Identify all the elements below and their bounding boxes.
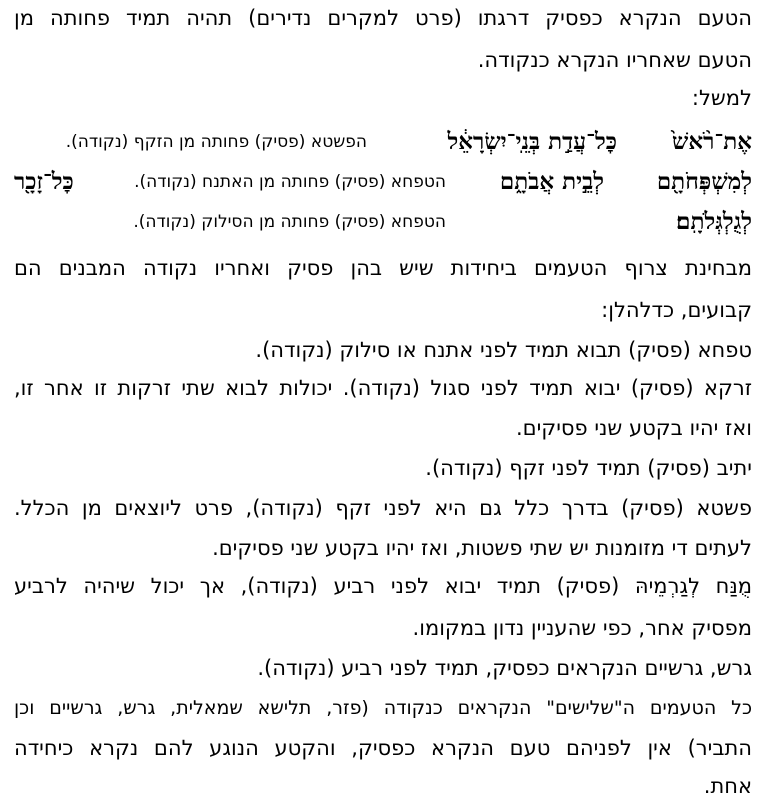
paragraph3-line1: כל הטעמים ה"שלישים" הנקראים כנקודה (פזר, תלישא שמאלית, גרש, גרשיים וכן	[14, 697, 752, 719]
paragraph3-line3: אחת.	[703, 774, 752, 798]
rule-line-7: מֻנַּח לְגַרְמֵיהּ (פסיק) תמיד יבוא לפני רביע (נקודה), אך יכול שיהיה לרביע	[14, 574, 752, 598]
paragraph2-line2: קבועים, כדלהלן:	[601, 298, 752, 322]
rule-line-6: לעתים די מזומנות יש שתי פשטות, ואז יהיו בקטע שני פסיקים.	[212, 536, 752, 560]
example-2-note: הטפחא (פסיק) פחותה מן האתנח (נקודה).	[134, 172, 446, 192]
example-row-1	[14, 128, 752, 158]
paragraph3-line2: התביר) אין לפניהם טעם הנקרא כפסיק, והקטע הנוגע להם נקרא כיחידה	[14, 736, 752, 760]
example-1-note: הפשטא (פסיק) פחותה מן הזקף (נקודה).	[65, 132, 367, 152]
example-row-2	[14, 168, 752, 198]
example-1-verse-2: כׇּל־עֲדַ֣ת בְּנֵֽי־יִשְׂרָאֵ֔ל	[447, 128, 617, 155]
example-3-verse: לְגֻלְגְּלֹתָֽם׃	[676, 208, 752, 235]
paragraph1-line1: הטעם הנקרא כפסיק דרגתו (פרט למקרים נדירים) תהיה תמיד פחותה מן	[14, 6, 752, 30]
rule-line-4: יתיב (פסיק) תמיד לפני זקף (נקודה).	[425, 456, 752, 480]
example-2-verse: לְמִשְׁפְּחֹתָ֖ם	[656, 168, 752, 195]
rule-line-1: טפחא (פסיק) תבוא תמיד לפני אתנח או סילוק (נקודה).	[255, 338, 752, 362]
rule-line-8: מפסיק אחר, כפי שהעניין נדון במקומו.	[412, 616, 752, 640]
rule-line-5: פשטא (פסיק) בדרך כלל גם היא לפני זקף (נקודה), פרט ליוצאים מן הכלל.	[14, 496, 752, 520]
rule-line-3: ואז יהיו בקטע שני פסיקים.	[516, 416, 752, 440]
rule-line-2: זרקא (פסיק) יבוא תמיד לפני סגול (נקודה). יכולות לבוא שתי זרקות זו אחר זו,	[14, 376, 752, 400]
rule-line-9: גרש, גרשיים הנקראים כפסיק, תמיד לפני רביע (נקודה).	[257, 656, 752, 680]
example-2-verse-3: כׇּל־זָכָ֖ר	[14, 168, 74, 195]
paragraph1-line2: הטעם שאחריו הנקרא כנקודה.	[477, 48, 752, 72]
example-3-note: הטפחא (פסיק) פחותה מן הסילוק (נקודה).	[133, 212, 446, 232]
example-heading: למשל:	[691, 86, 752, 110]
paragraph2-line1: מבחינת צרוף הטעמים ביחידות שיש בהן פסיק ואחריו נקודה המבנים הם	[14, 256, 752, 280]
example-2-verse-2: לְבֵ֣ית אֲבֹתָ֑ם	[499, 168, 604, 195]
example-1-verse: אֶת־רֹ֨אשׁ֙	[672, 128, 752, 155]
example-row-3	[14, 208, 752, 238]
